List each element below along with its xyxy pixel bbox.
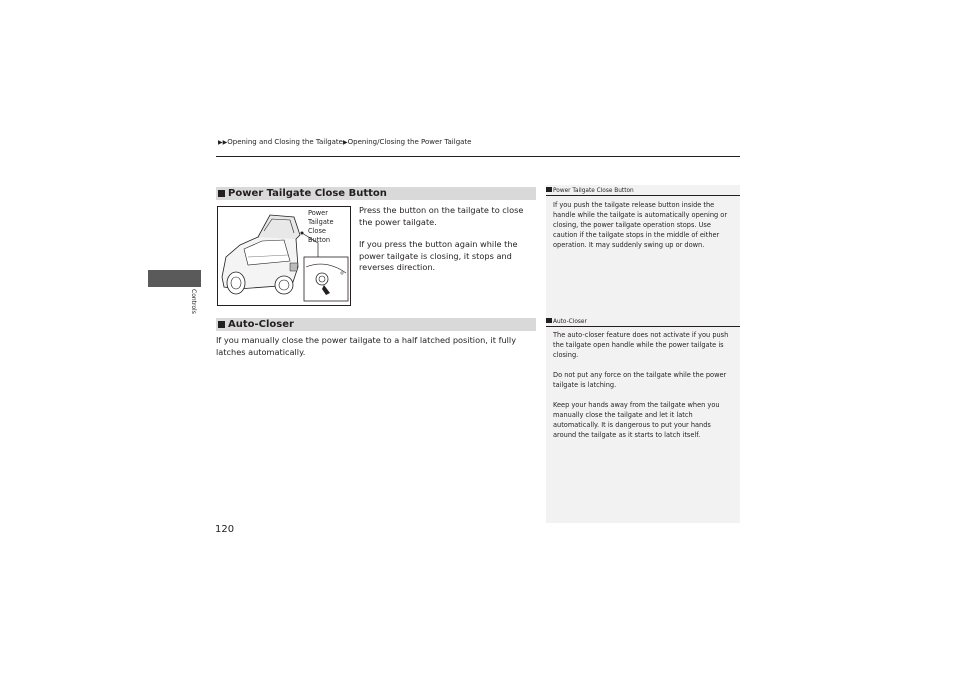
note2-para1: The auto-closer feature does not activate if you push the tailgate open handle while the power tailgate is closing. <box>553 331 729 359</box>
note1-title-text: Power Tailgate Close Button <box>553 188 634 194</box>
callout-line-4: Button <box>308 236 331 244</box>
page-number: 120 <box>215 524 235 535</box>
section2-body: If you manually close the power tailgate to a half latched position, it fully latches automatically. <box>216 335 517 357</box>
breadcrumb-item-tailgate[interactable]: Opening and Closing the Tailgate <box>227 138 343 146</box>
callout-line-3: Close <box>308 227 326 235</box>
breadcrumb <box>218 138 471 146</box>
note1-title <box>546 187 740 196</box>
callout-line-1: Power <box>308 209 328 217</box>
note2-title <box>546 318 740 327</box>
note-reference-icon <box>546 318 552 323</box>
arrow-icon: ▶ <box>342 139 348 146</box>
double-arrow-icon: ▶▶ <box>218 139 228 146</box>
section-heading-power-tailgate-close-button <box>216 187 536 200</box>
note2-para2: Do not put any force on the tailgate while the power tailgate is latching. <box>553 371 727 389</box>
section-square-icon <box>218 321 225 328</box>
note2-title-text: Auto-Closer <box>553 319 587 325</box>
side-tab-marker <box>148 270 201 287</box>
section-title: Auto-Closer <box>228 319 294 330</box>
note2-para3: Keep your hands away from the tailgate when you manually close the tailgate and let it latch automatically. It is dangerous to put your hands around the tailgate as it starts to latch itself. <box>553 401 720 439</box>
note-reference-icon <box>546 187 552 192</box>
callout-line-2: Tailgate <box>308 218 334 226</box>
note1-text: If you push the tailgate release button inside the handle while the tailgate is automatically opening or closing, the power tailgate operation stops. Use caution if the tailgate stops in the middle of either operation. It may suddenly swing up or down. <box>553 201 728 249</box>
note2-body <box>553 330 735 440</box>
breadcrumb-item-power-tailgate[interactable]: Opening/Closing the Power Tailgate <box>347 138 472 146</box>
header-rule <box>216 156 740 157</box>
section1-para1: Press the button on the tailgate to close the power tailgate. <box>359 205 524 227</box>
section-square-icon <box>218 190 225 197</box>
side-tab-label: Controls <box>190 289 197 314</box>
figure-callout-label <box>308 209 334 245</box>
section-heading-auto-closer <box>216 318 536 331</box>
section-title: Power Tailgate Close Button <box>228 188 387 199</box>
section1-para2: If you press the button again while the power tailgate is closing, it stops and reverses direction. <box>359 239 518 272</box>
section1-body <box>359 205 535 274</box>
